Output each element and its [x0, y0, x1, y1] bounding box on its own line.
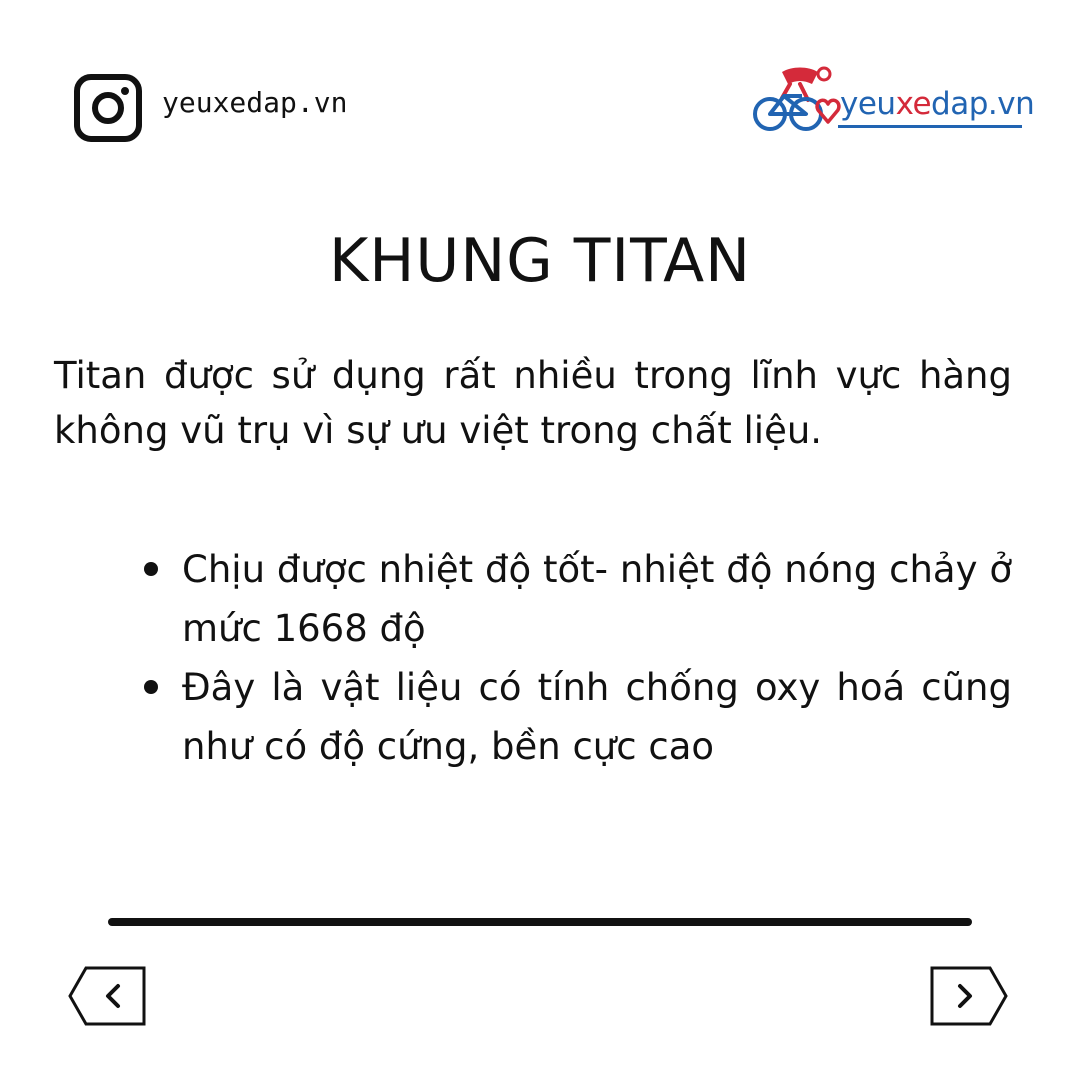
brand-logo-text — [840, 86, 1034, 122]
divider — [108, 918, 972, 926]
prev-button[interactable] — [66, 966, 146, 1026]
instagram-icon — [74, 74, 142, 142]
next-button[interactable] — [930, 966, 1010, 1026]
bullet-item: Chịu được nhiệt độ tốt- nhiệt độ nóng chảy ở mức 1668 độ — [140, 540, 1012, 658]
instagram-handle: yeuxedap.vn — [162, 86, 348, 119]
page-title: KHUNG TITAN — [328, 226, 752, 296]
logo-text-part3: dap.vn — [931, 86, 1035, 122]
logo-text-part2: xe — [895, 86, 932, 122]
bullet-list — [140, 540, 1012, 776]
intro-paragraph: Titan được sử dụng rất nhiều trong lĩnh vực hàng không vũ trụ vì sự ưu việt trong chất liệu. — [54, 354, 1012, 452]
logo-text-part1: yeu — [840, 86, 896, 122]
bullet-item: Đây là vật liệu có tính chống oxy hoá cũng như có độ cứng, bền cực cao — [140, 658, 1012, 776]
logo-underline — [838, 125, 1022, 128]
